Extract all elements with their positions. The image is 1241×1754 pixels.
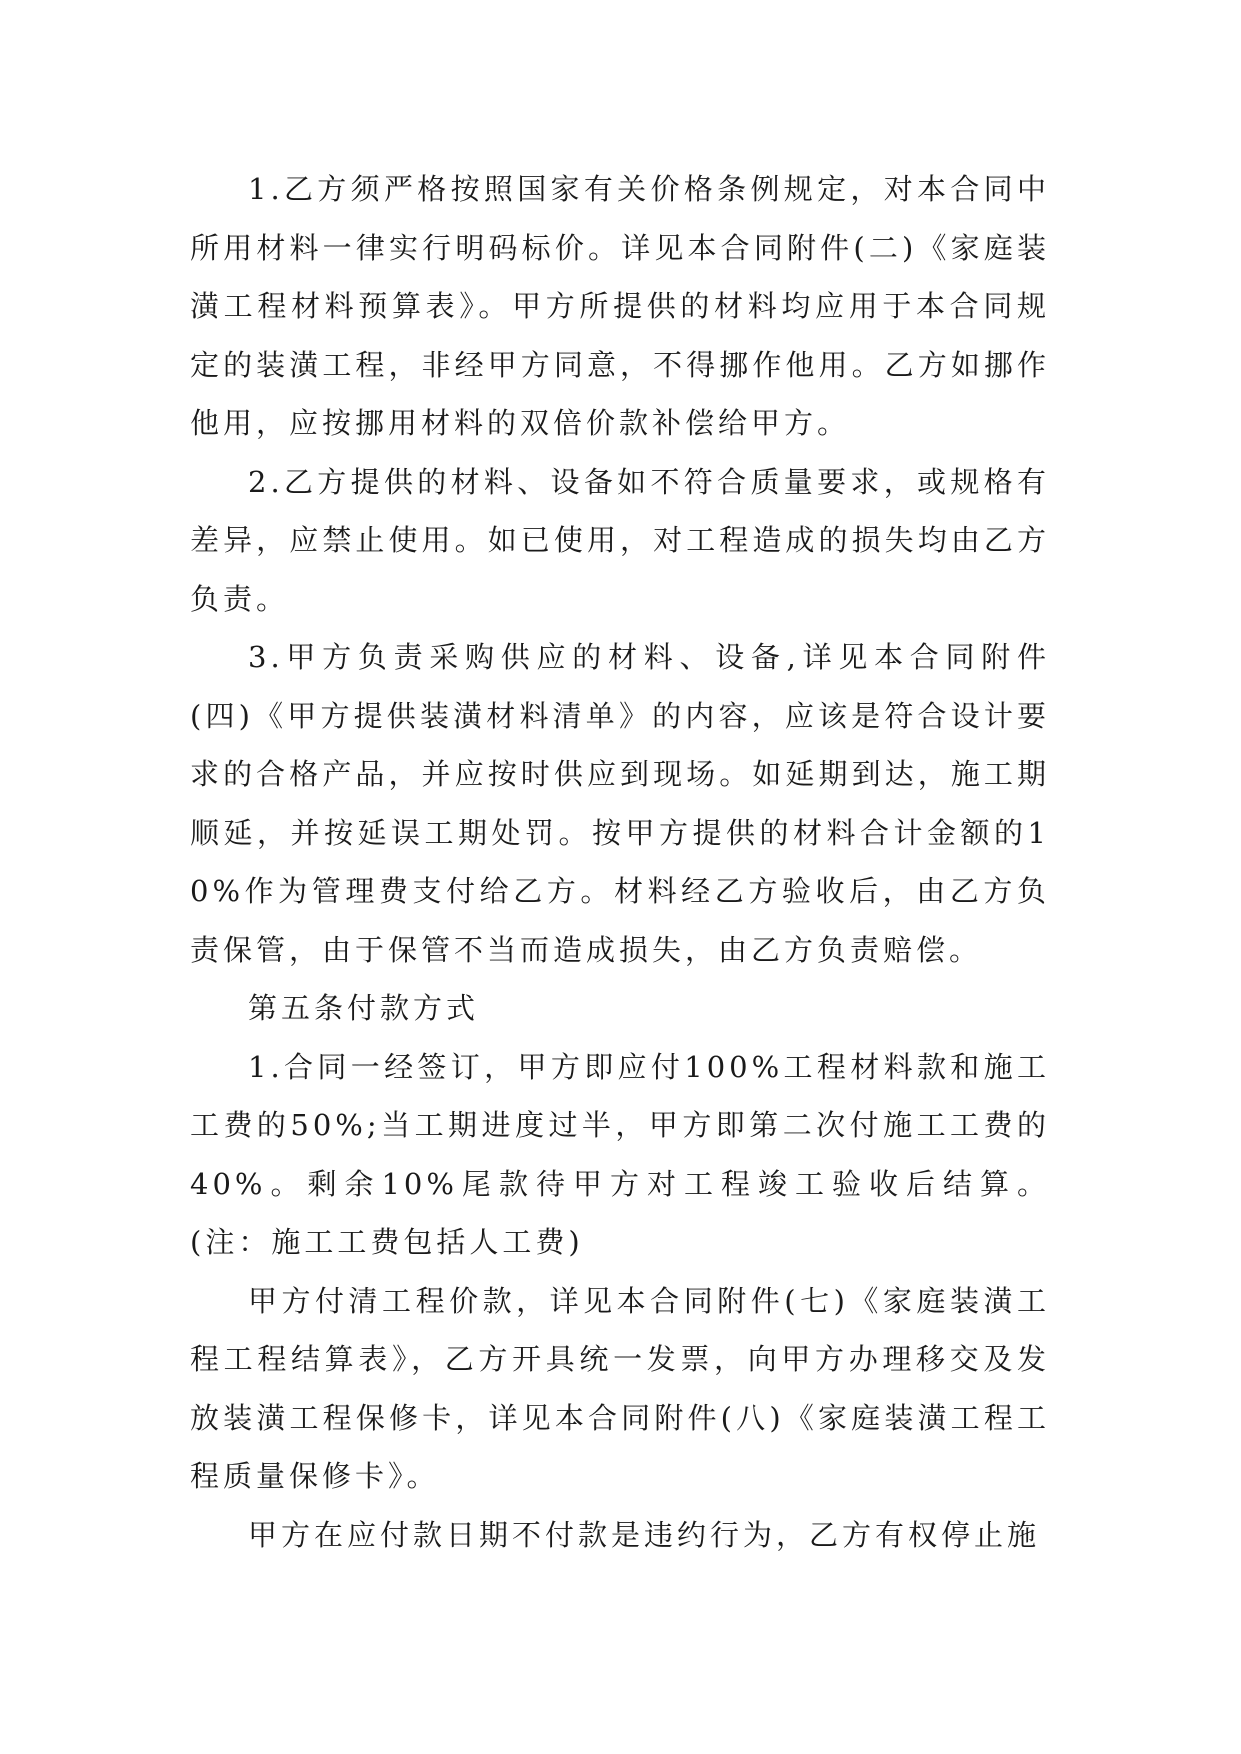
section-heading-payment: 第五条付款方式 xyxy=(248,991,480,1025)
paragraph-party-a-materials: 3.甲方负责采购供应的材料、设备,详见本合同附件(四)《甲方提供装潢材料清单》的内容，应该是符合设计要求的合格产品，并应按时供应到现场。如延期到达，施工期顺延，并按延误工期处罚。按甲方提供的材料合计金额的10%作为管理费支付给乙方。材料经乙方验收后，由乙方负责保管，由于保管不当而造成损失，由乙方负责赔偿。 xyxy=(190,640,1050,967)
paragraph-material-quality: 2.乙方提供的材料、设备如不符合质量要求，或规格有差异，应禁止使用。如已使用，对工程造成的损失均由乙方负责。 xyxy=(190,464,1050,616)
paragraph-payment-schedule: 1.合同一经签订，甲方即应付100%工程材料款和施工工费的50%;当工期进度过半，甲方即第二次付施工工费的40%。剩余10%尾款待甲方对工程竣工验收后结算。(注：施工工费包括人工费) xyxy=(190,1049,1050,1259)
paragraph-settlement: 甲方付清工程价款，详见本合同附件(七)《家庭装潢工程工程结算表》，乙方开具统一发票，向甲方办理移交及发放装潢工程保修卡，详见本合同附件(八)《家庭装潢工程工程质量保修卡》。 xyxy=(190,1283,1050,1493)
document-page xyxy=(190,160,1050,1564)
paragraph-late-payment: 甲方在应付款日期不付款是违约行为，乙方有权停止施 xyxy=(248,1517,1041,1552)
paragraph-material-pricing: 1.乙方须严格按照国家有关价格条例规定，对本合同中所用材料一律实行明码标价。详见本合同附件(二)《家庭装潢工程材料预算表》。甲方所提供的材料均应用于本合同规定的装潢工程，非经甲方同意，不得挪作他用。乙方如挪作他用，应按挪用材料的双倍价款补偿给甲方。 xyxy=(190,172,1050,440)
